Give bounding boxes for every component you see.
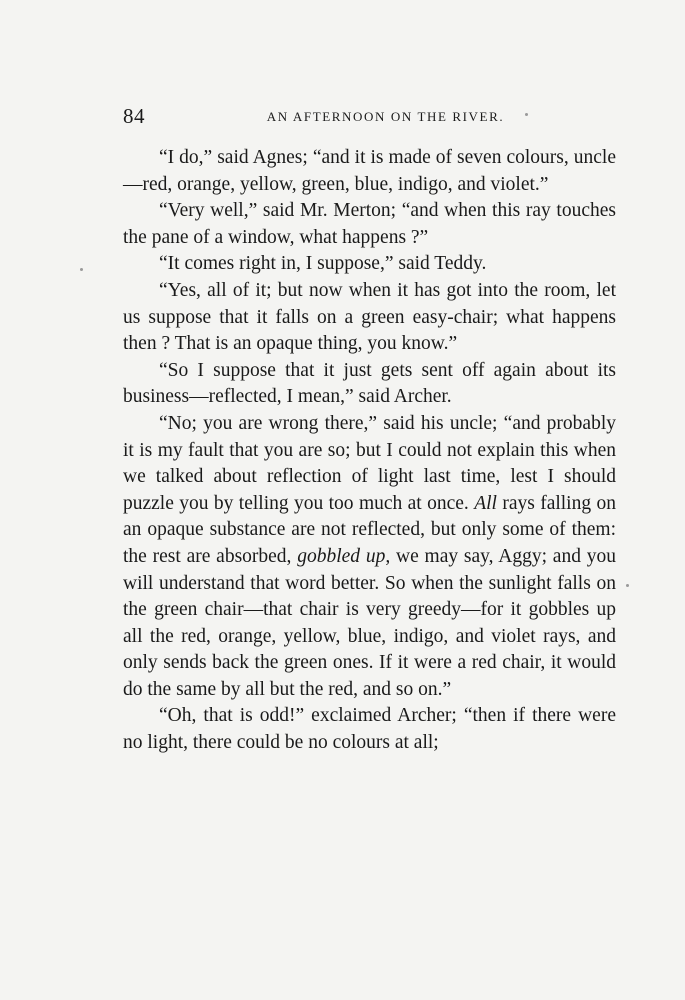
paragraph-text: rays falling on an opaque substance are not reflected, but only some of them: the rest are absorbed,: [123, 492, 616, 567]
running-head: AN AFTERNOON ON THE RIVER.: [266, 109, 505, 124]
print-speck: [626, 584, 629, 587]
print-speck: [80, 268, 83, 271]
emphasis-text: All: [474, 492, 497, 514]
paragraph: “Yes, all of it; but now when it has got into the room, let us suppose that it falls on a green easy-chair; what happens then ? That is an opaque thing, you know.”: [123, 279, 616, 355]
body-text: [123, 145, 616, 757]
emphasis-text: gobbled up,: [297, 545, 391, 567]
page-header: [123, 104, 618, 134]
print-speck: [525, 113, 528, 116]
paragraph: “It comes right in, I suppose,” said Teddy.: [159, 253, 487, 275]
paragraph: [123, 411, 616, 704]
paragraph-text: we may say, Aggy; and you will understand that word better. So when the sunlight falls on the green chair—that chair is very greedy—for it gobbles up all the red, orange, yellow, blue, indigo, and violet rays, and only sends back the green ones. If it were a red chair, it would do the same by all but the red, and so on.”: [123, 545, 616, 700]
paragraph-text: “No; you are wrong there,” said his uncle; “and probably it is my fault that you are so; but I could not explain this when we talked about reflection of light last time, lest I should puzzle you by telling you too much at once.: [123, 412, 616, 514]
paragraph: “So I suppose that it just gets sent off again about its business—reflected, I mean,” said Archer.: [123, 359, 616, 408]
paragraph: “Very well,” said Mr. Merton; “and when this ray touches the pane of a window, what happens ?”: [123, 200, 616, 248]
paragraph: “Oh, that is odd!” exclaimed Archer; “then if there were no light, there could be no colours at all;: [123, 705, 616, 754]
page-number: 84: [123, 104, 145, 128]
paragraph: “I do,” said Agnes; “and it is made of seven colours, uncle—red, orange, yellow, green, blue, indigo, and violet.”: [123, 147, 616, 195]
